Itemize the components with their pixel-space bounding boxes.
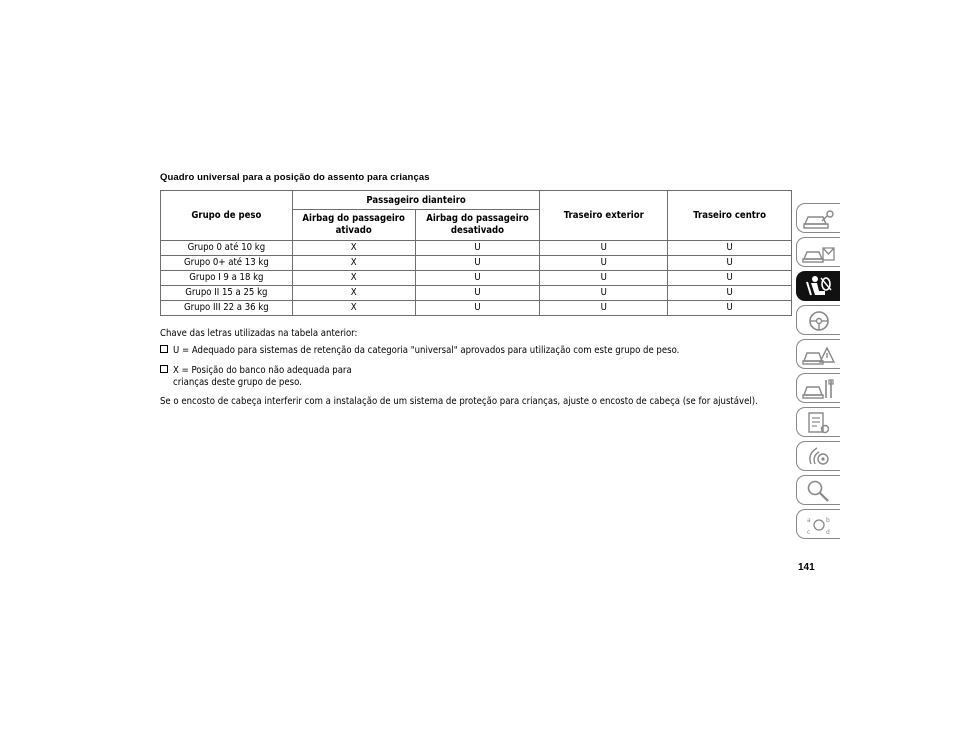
cell-rear-center: U <box>668 256 792 271</box>
cell-airbag-on: X <box>292 301 415 316</box>
car-tools-icon <box>801 376 837 402</box>
header-front-passenger: Passageiro dianteiro <box>292 191 540 210</box>
page-title: Quadro universal para a posição do assento para crianças <box>160 172 430 183</box>
cell-rear-outer: U <box>540 271 668 286</box>
cell-airbag-off: U <box>415 256 540 271</box>
cell-airbag-off: U <box>415 301 540 316</box>
car-key-icon <box>801 206 837 232</box>
cell-airbag-off: U <box>415 241 540 256</box>
cell-airbag-on: X <box>292 241 415 256</box>
table-row <box>161 256 792 271</box>
header-airbag-on: Airbag do passageiro ativado <box>292 210 415 241</box>
tab-checklist[interactable] <box>796 407 840 437</box>
svg-text:d: d <box>826 529 830 536</box>
table-row <box>161 286 792 301</box>
tab-language-index[interactable] <box>796 509 840 539</box>
tab-airbag-seat[interactable] <box>796 271 840 301</box>
svg-text:a: a <box>807 517 811 524</box>
tab-car-warning[interactable] <box>796 237 840 267</box>
svg-text:c: c <box>807 529 811 536</box>
cell-group: Grupo III 22 a 36 kg <box>161 301 293 316</box>
cell-rear-outer: U <box>540 241 668 256</box>
header-rear-outer: Traseiro exterior <box>540 191 668 241</box>
car-warning-icon <box>801 240 837 266</box>
key-item-u: U = Adequado para sistemas de retenção da categoria "universal" aprovados para utilização com este grupo de peso. <box>160 345 679 357</box>
table-row <box>161 241 792 256</box>
car-breakdown-icon <box>801 342 837 368</box>
tab-car-breakdown[interactable] <box>796 339 840 369</box>
page-number: 141 <box>798 562 815 573</box>
cell-rear-center: U <box>668 271 792 286</box>
header-airbag-off: Airbag do passageiro desativado <box>415 210 540 241</box>
cell-airbag-on: X <box>292 271 415 286</box>
cell-rear-center: U <box>668 301 792 316</box>
cell-airbag-on: X <box>292 286 415 301</box>
tab-car-tools[interactable] <box>796 373 840 403</box>
square-bullet-icon <box>160 345 168 353</box>
tab-magnifier[interactable] <box>796 475 840 505</box>
cell-airbag-off: U <box>415 271 540 286</box>
cell-airbag-on: X <box>292 256 415 271</box>
airbag-seat-icon <box>801 274 837 300</box>
header-weight-group: Grupo de peso <box>161 191 293 241</box>
cell-rear-center: U <box>668 241 792 256</box>
cell-group: Grupo 0+ até 13 kg <box>161 256 293 271</box>
cell-airbag-off: U <box>415 286 540 301</box>
checklist-icon <box>801 410 837 436</box>
cell-group: Grupo 0 até 10 kg <box>161 241 293 256</box>
cell-rear-outer: U <box>540 286 668 301</box>
cell-rear-outer: U <box>540 256 668 271</box>
svg-text:b: b <box>826 517 830 524</box>
table-row <box>161 301 792 316</box>
tab-multimedia[interactable] <box>796 441 840 471</box>
multimedia-icon <box>801 444 837 470</box>
steering-wheel-icon <box>801 308 837 334</box>
cell-rear-center: U <box>668 286 792 301</box>
table-row <box>161 271 792 286</box>
header-rear-center: Traseiro centro <box>668 191 792 241</box>
cell-group: Grupo I 9 a 18 kg <box>161 271 293 286</box>
tab-car-key[interactable] <box>796 203 840 233</box>
square-bullet-icon <box>160 365 168 373</box>
headrest-note: Se o encosto de cabeça interferir com a instalação de um sistema de proteção para crianças, ajuste o encosto de cabeça (se for ajustável). <box>160 396 758 407</box>
cell-group: Grupo II 15 a 25 kg <box>161 286 293 301</box>
tab-steering-wheel[interactable] <box>796 305 840 335</box>
language-index-icon <box>801 512 837 538</box>
cell-rear-outer: U <box>540 301 668 316</box>
child-seat-table <box>160 190 792 316</box>
key-item-x: X = Posição do banco não adequada para crianças deste grupo de peso. <box>160 365 352 389</box>
key-intro: Chave das letras utilizadas na tabela anterior: <box>160 328 358 339</box>
magnifier-icon <box>801 478 837 504</box>
